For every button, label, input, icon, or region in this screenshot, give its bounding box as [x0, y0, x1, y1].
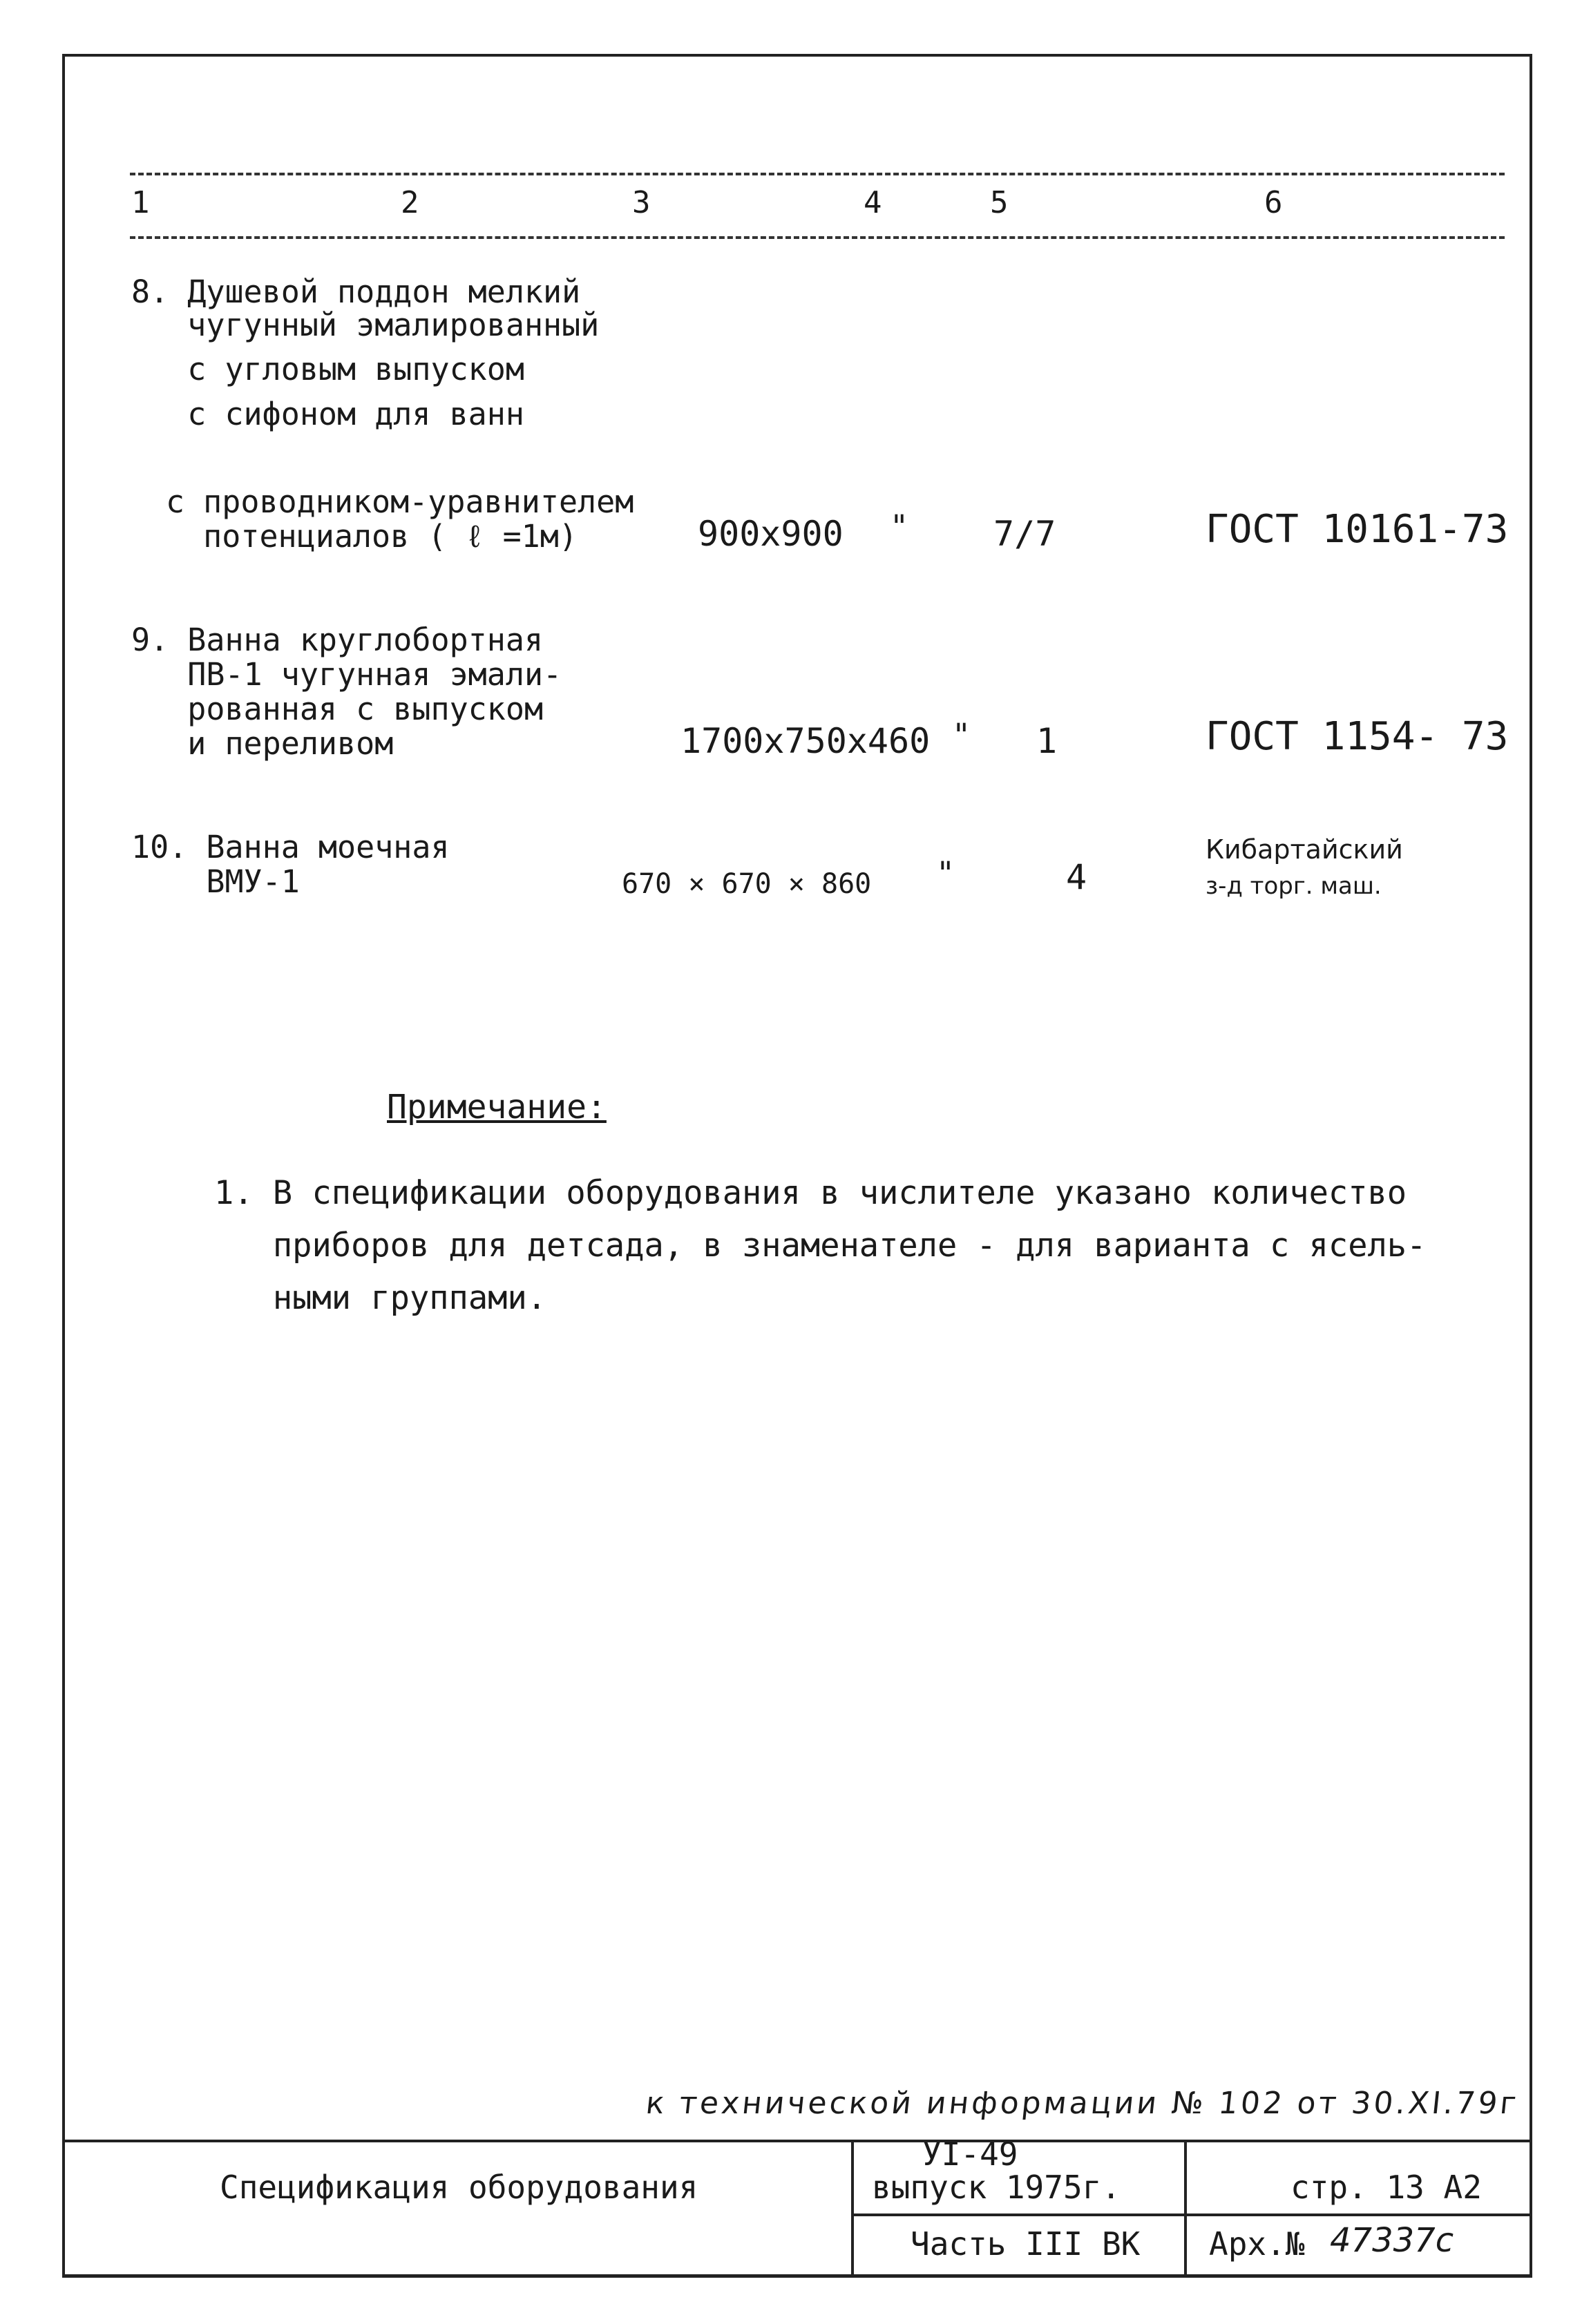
item-9-size: 1700x750x460 — [680, 721, 931, 761]
item-10-ref-line-2: з-д торг. маш. — [1206, 872, 1382, 900]
header-top-rule — [130, 173, 1505, 175]
item-10-name-line-2: ВМУ-1 — [131, 863, 300, 900]
item-10-name-line-1: 10. Ванна моечная — [131, 829, 450, 865]
item-8-name-line-4: с сифоном для ванн — [131, 396, 524, 432]
col-number-2: 2 — [401, 185, 419, 220]
item-10-size: 670 × 670 × 860 — [622, 868, 872, 900]
item-8-unit: " — [890, 508, 909, 545]
item-8-name-line-1: 8. Душевой поддон мелкий — [131, 273, 581, 310]
item-8-name-line-3: с угловым выпуском — [131, 351, 524, 387]
item-9-name-line-1: 9. Ванна круглобортная — [131, 622, 544, 658]
page-number: стр. 13 А2 — [1290, 2169, 1482, 2206]
header-bottom-rule — [130, 236, 1505, 239]
item-10-unit: " — [936, 855, 955, 892]
item-9-name-line-2: ПВ-1 чугунная эмали- — [131, 656, 562, 693]
item-8-sub-line-1: с проводником-уравнителем — [166, 483, 634, 520]
issue-year: выпуск 1975г. — [872, 2169, 1121, 2206]
archive-label: Арх.№ — [1209, 2225, 1305, 2263]
item-9-ref: ГОСТ 1154- 73 — [1206, 714, 1509, 759]
part-label: Часть III ВК — [911, 2225, 1141, 2263]
title-block-divider-1 — [851, 2140, 854, 2275]
document-title: Спецификация оборудования — [220, 2169, 698, 2206]
note-line-3: ными группами. — [214, 1279, 547, 1317]
item-9-name-line-4: и переливом — [131, 725, 394, 762]
note-line-1: 1. В спецификации оборудования в числителе указано количество — [214, 1174, 1407, 1212]
col-number-1: 1 — [131, 185, 150, 220]
item-8-qty: 7/7 — [993, 514, 1056, 554]
item-8-sub-line-2: потенциалов ( ℓ =1м) — [166, 518, 578, 555]
col-number-5: 5 — [990, 185, 1009, 220]
drawing-frame — [62, 54, 1532, 2278]
title-block-top-rule — [64, 2140, 1531, 2142]
archive-number: 47337с — [1330, 2221, 1454, 2260]
series-code: УI-49 — [922, 2135, 1018, 2173]
item-8-size: 900x900 — [698, 514, 844, 554]
item-9-name-line-3: рованная с выпуском — [131, 691, 544, 727]
col-number-6: 6 — [1264, 185, 1283, 220]
col-number-4: 4 — [864, 185, 882, 220]
note-line-2: приборов для детсада, в знаменателе - для варианта с ясель- — [214, 1227, 1427, 1265]
technical-info-stamp: к технической информации № 102 от 30.XI.79г — [644, 2086, 1521, 2121]
col-number-3: 3 — [632, 185, 651, 220]
item-10-qty: 4 — [1066, 857, 1087, 897]
note-title: Примечание: — [387, 1088, 607, 1126]
item-10-ref-line-1: Кибартайский — [1206, 834, 1403, 865]
title-block-mid-rule — [851, 2213, 1531, 2216]
item-8-ref: ГОСТ 10161-73 — [1206, 507, 1509, 552]
title-block-divider-2 — [1184, 2140, 1187, 2275]
item-9-qty: 1 — [1036, 721, 1058, 761]
item-8-name-line-2: чугунный эмалированный — [131, 307, 600, 343]
item-9-unit: " — [952, 717, 971, 753]
